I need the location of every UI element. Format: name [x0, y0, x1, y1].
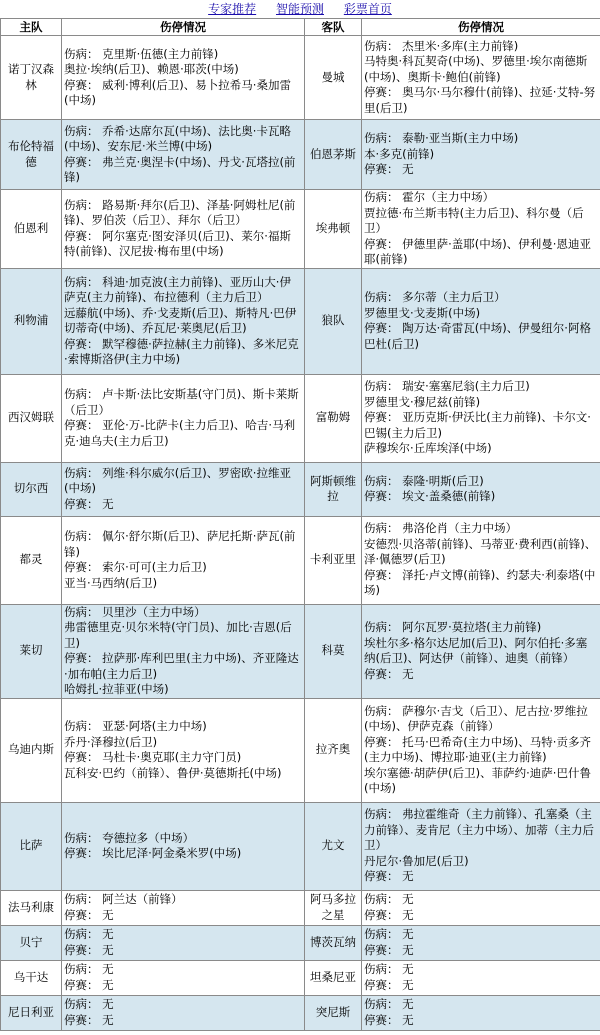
home-team: 利物浦	[1, 268, 62, 374]
table-row	[1, 802, 600, 890]
injury-line: 乔丹·泽穆拉(后卫)	[64, 734, 158, 749]
injury-line: 停赛： 阿尔塞克·图安泽贝(后卫)、莱尔·福斯特(前锋)、汉尼拔·梅布里(中场)	[64, 228, 291, 259]
injury-line: 停赛： 无	[64, 977, 114, 992]
away-team: 阿斯顿维拉	[305, 462, 362, 516]
away-team: 狼队	[305, 268, 362, 374]
injury-line: 停赛： 无	[364, 869, 414, 884]
injury-line: 伤病： 阿尔瓦罗·莫拉塔(主力前锋)	[364, 620, 542, 634]
home-team: 切尔西	[1, 462, 62, 516]
injury-line: 罗德里戈·穆尼兹(前锋)	[364, 394, 481, 409]
injury-line: 停赛： 托马·巴希奇(主力中场)、马特·贡多齐(主力中场)、博拉耶·迪亚(主力前锋)	[364, 734, 591, 764]
home-injury-info	[62, 960, 305, 995]
nav-link-lottery-home[interactable]: 彩票首页	[343, 2, 392, 16]
home-injury-info	[62, 190, 305, 269]
table-row	[1, 268, 600, 374]
injury-line: 丹尼尔·鲁加尼(后卫)	[364, 853, 469, 868]
away-team: 科莫	[305, 604, 362, 698]
injury-line: 伤病： 无	[364, 962, 414, 976]
table-row	[1, 604, 600, 698]
injury-line: 停赛： 无	[64, 496, 114, 511]
injury-line: 伤病： 无	[64, 927, 114, 941]
injury-line: 埃尔塞德·胡萨伊(后卫)、菲萨约·迪萨·巴什鲁(中场)	[364, 765, 591, 795]
away-injury-info	[362, 120, 600, 190]
away-injury-info	[362, 890, 600, 925]
injury-line: 伤病： 列维·科尔威尔(后卫)、罗密欧·拉维亚(中场)	[64, 465, 291, 496]
injury-line: 伤病： 无	[364, 892, 414, 906]
injury-line: 伤病： 科迪·加克波(主力前锋)、亚历山大·伊萨克(主力前锋)、布拉德利（主力后卫）	[64, 274, 291, 304]
home-injury-info	[62, 120, 305, 190]
table-row	[1, 890, 600, 925]
injury-line: 停赛： 无	[364, 942, 414, 957]
injury-line: 停赛： 无	[364, 977, 414, 992]
away-team: 阿马多拉之星	[305, 890, 362, 925]
injury-line: 停赛： 亚历克斯·伊沃比(主力前锋)、卡尔文·巴锡(主力后卫)	[364, 410, 591, 440]
injury-line: 哈姆扎·拉菲亚(中场)	[64, 682, 169, 696]
injury-line: 弗雷德里克·贝尔米特(守门员)、加比·吉恩(后卫)	[64, 620, 292, 650]
injury-line: 停赛： 埃文·盖桑德(前锋)	[364, 489, 496, 503]
injury-line: 伤病： 瑞安·塞塞尼翁(主力后卫)	[364, 379, 530, 394]
injury-line: 伤病： 佩尔·舒尔斯(后卫)、萨尼托斯·萨瓦(前锋)	[64, 529, 296, 559]
away-injury-info	[362, 698, 600, 802]
injury-line: 停赛： 泽托·卢文博(前锋)、约瑟夫·利泰塔(中场)	[364, 567, 596, 598]
home-injury-info	[62, 995, 305, 1030]
injury-line: 埃杜尔多·格尔达尼加(后卫)、阿尔伯托·多塞纳(后卫)、阿达伊（前锋）、迪奥（前锋）	[364, 635, 588, 665]
away-injury-info	[362, 374, 600, 462]
injury-line: 伤病： 多尔蒂（主力后卫）	[364, 290, 506, 304]
table-row	[1, 190, 600, 269]
home-team: 比萨	[1, 802, 62, 890]
away-team: 坦桑尼亚	[305, 960, 362, 995]
home-team: 法马利康	[1, 890, 62, 925]
table-row	[1, 462, 600, 516]
injury-line: 停赛： 埃比尼泽·阿金桑米罗(中场)	[64, 846, 242, 860]
injury-line: 停赛： 无	[364, 1012, 414, 1027]
away-team: 富勒姆	[305, 374, 362, 462]
table-row	[1, 120, 600, 190]
injury-line: 停赛： 陶万达·奇雷瓦(中场)、伊曼纽尔·阿格巴杜(后卫)	[364, 321, 591, 351]
header-home: 主队	[1, 19, 62, 36]
injury-line: 伤病： 弗拉霍维奇（主力前锋）、孔塞桑（主力前锋）、麦肯尼（主力中场）、加蒂（主力后卫）	[364, 807, 594, 853]
home-team: 都灵	[1, 516, 62, 604]
injury-line: 萨穆埃尔·丘库埃泽(中场)	[364, 441, 492, 456]
injury-line: 本·多克(前锋)	[364, 146, 435, 161]
injury-line: 伤病： 萨穆尔·吉戈（后卫）、尼古拉·罗维拉(中场)、伊萨克森（前锋）	[364, 703, 588, 733]
away-injury-info	[362, 190, 600, 269]
table-row	[1, 925, 600, 960]
header-away: 客队	[305, 19, 362, 36]
injury-line: 伤病： 无	[64, 962, 114, 976]
injury-line: 伤病： 路易斯·拜尔(后卫)、泽基·阿姆杜尼(前锋)、罗伯茨（后卫）、拜尔（后卫）	[64, 197, 296, 228]
away-injury-info	[362, 995, 600, 1030]
away-injury-info	[362, 462, 600, 516]
away-team: 卡利亚里	[305, 516, 362, 604]
injury-line: 停赛： 亚伦·万-比萨卡(主力后卫)、哈吉·马利克·迪乌夫(主力后卫)	[64, 418, 296, 448]
away-injury-info	[362, 960, 600, 995]
injury-line: 安德烈·贝洛蒂(前锋)、马蒂亚·费利西(前锋)、泽·佩德罗(后卫)	[364, 536, 597, 567]
home-injury-info	[62, 462, 305, 516]
injury-line: 停赛： 默罕穆德·萨拉赫(主力前锋)、多米尼克·索博斯洛伊(主力中场)	[64, 336, 299, 366]
home-team: 乌迪内斯	[1, 698, 62, 802]
injury-line: 停赛： 拉萨那·库利巴里(主力中场)、齐亚隆达·加布帕(主力后卫)	[64, 651, 299, 681]
injury-line: 瓦科安·巴约（前锋）、鲁伊·莫德斯托(中场)	[64, 765, 282, 780]
home-team: 诺丁汉森林	[1, 36, 62, 120]
injury-line: 伤病： 泰勒·亚当斯(主力中场)	[364, 131, 519, 146]
table-row	[1, 516, 600, 604]
away-team: 拉齐奥	[305, 698, 362, 802]
injury-line: 伤病： 亚瑟·阿塔(主力中场)	[64, 719, 207, 733]
home-team: 莱切	[1, 604, 62, 698]
table-row	[1, 995, 600, 1030]
injury-line: 停赛： 奥马尔·马尔穆什(前锋)、拉延·艾特-努里(后卫)	[364, 85, 596, 115]
home-injury-info	[62, 604, 305, 698]
injury-line: 亚当·马西纳(后卫)	[64, 575, 158, 590]
away-injury-info	[362, 604, 600, 698]
home-team: 布伦特福德	[1, 120, 62, 190]
injury-line: 伤病： 夸德拉多（中场）	[64, 830, 195, 845]
injury-line: 停赛： 无	[364, 666, 414, 681]
injury-line: 伤病： 霍尔（主力中场）	[364, 190, 495, 204]
injury-line: 停赛： 无	[64, 907, 114, 922]
home-injury-info	[62, 268, 305, 374]
home-injury-info	[62, 802, 305, 890]
home-injury-info	[62, 516, 305, 604]
header-row	[1, 19, 600, 36]
injury-line: 伤病： 贝里沙（主力中场）	[64, 604, 206, 619]
table-row	[1, 36, 600, 120]
nav-link-prediction[interactable]: 智能预测	[275, 2, 324, 16]
table-row	[1, 698, 600, 802]
away-team: 埃弗顿	[305, 190, 362, 269]
injury-line: 伤病： 无	[364, 927, 414, 941]
injury-line: 伤病： 卢卡斯·法比安斯基(守门员)、斯卡莱斯（后卫）	[64, 387, 299, 417]
away-injury-info	[362, 516, 600, 604]
table-row	[1, 374, 600, 462]
injury-line: 伤病： 杰里米·多库(主力前锋)	[364, 38, 519, 53]
away-team: 尤文	[305, 802, 362, 890]
header-home-injury: 伤停情况	[62, 19, 305, 36]
away-team: 伯恩茅斯	[305, 120, 362, 190]
home-team: 乌干达	[1, 960, 62, 995]
injury-table	[0, 18, 600, 1031]
injury-line: 伤病： 弗洛伦肖（主力中场）	[364, 521, 518, 536]
injury-line: 停赛： 无	[364, 907, 414, 922]
home-injury-info	[62, 925, 305, 960]
table-body	[1, 36, 600, 1031]
injury-line: 奥拉·埃纳(后卫)、赖恩·耶茨(中场)	[64, 62, 239, 76]
away-injury-info	[362, 268, 600, 374]
away-team: 突尼斯	[305, 995, 362, 1030]
table-row	[1, 960, 600, 995]
injury-line: 停赛： 无	[64, 1012, 114, 1027]
injury-line: 罗德里戈·戈麦斯(中场)	[364, 305, 481, 320]
injury-line: 伤病： 泰隆·明斯(后卫)	[364, 473, 484, 488]
home-team: 西汉姆联	[1, 374, 62, 462]
injury-line: 停赛： 威利·博利(后卫)、易卜拉希马·桑加雷(中场)	[64, 77, 291, 107]
home-team: 伯恩利	[1, 190, 62, 269]
injury-line: 伤病： 乔希·达席尔瓦(中场)、法比奥·卡瓦略(中场)、安东尼·米兰博(中场)	[64, 123, 291, 153]
home-team: 尼日利亚	[1, 995, 62, 1030]
injury-line: 远藤航(中场)、乔·戈麦斯(后卫)、斯特凡·巴伊切蒂奇(中场)、乔瓦尼·莱奥尼(后卫)	[64, 305, 297, 335]
header-away-injury: 伤停情况	[362, 19, 600, 36]
injury-line: 伤病： 克里斯·伍德(主力前锋)	[64, 46, 219, 61]
injury-line: 停赛： 无	[364, 162, 414, 177]
away-team: 曼城	[305, 36, 362, 120]
home-team: 贝宁	[1, 925, 62, 960]
home-injury-info	[62, 698, 305, 802]
injury-line: 停赛： 无	[64, 942, 114, 957]
injury-line: 停赛： 索尔·可可(主力后卫)	[64, 560, 207, 574]
away-team: 博茨瓦纳	[305, 925, 362, 960]
injury-line: 伤病： 阿兰达（前锋）	[64, 892, 183, 906]
away-injury-info	[362, 802, 600, 890]
injury-line: 伤病： 无	[364, 997, 414, 1011]
injury-line: 贾拉德·布兰斯韦特(主力后卫)、科尔曼（后卫）	[364, 205, 584, 235]
home-injury-info	[62, 36, 305, 120]
injury-line: 伤病： 无	[64, 997, 114, 1011]
away-injury-info	[362, 36, 600, 120]
nav-link-expert[interactable]: 专家推荐	[208, 2, 257, 16]
injury-line: 停赛： 弗兰克·奥涅卡(中场)、丹戈·瓦塔拉(前锋)	[64, 154, 296, 184]
injury-line: 停赛： 马杜卡·奥克耶(主力守门员)	[64, 750, 242, 764]
top-nav	[0, 0, 600, 18]
home-injury-info	[62, 890, 305, 925]
away-injury-info	[362, 925, 600, 960]
injury-line: 停赛： 伊德里萨·盖耶(中场)、伊利曼·恩迪亚耶(前锋)	[364, 236, 591, 266]
injury-line: 马特奥·科瓦契奇(中场)、罗德里·埃尔南德斯(中场)、奥斯卡·鲍伯(前锋)	[364, 54, 588, 84]
home-injury-info	[62, 374, 305, 462]
